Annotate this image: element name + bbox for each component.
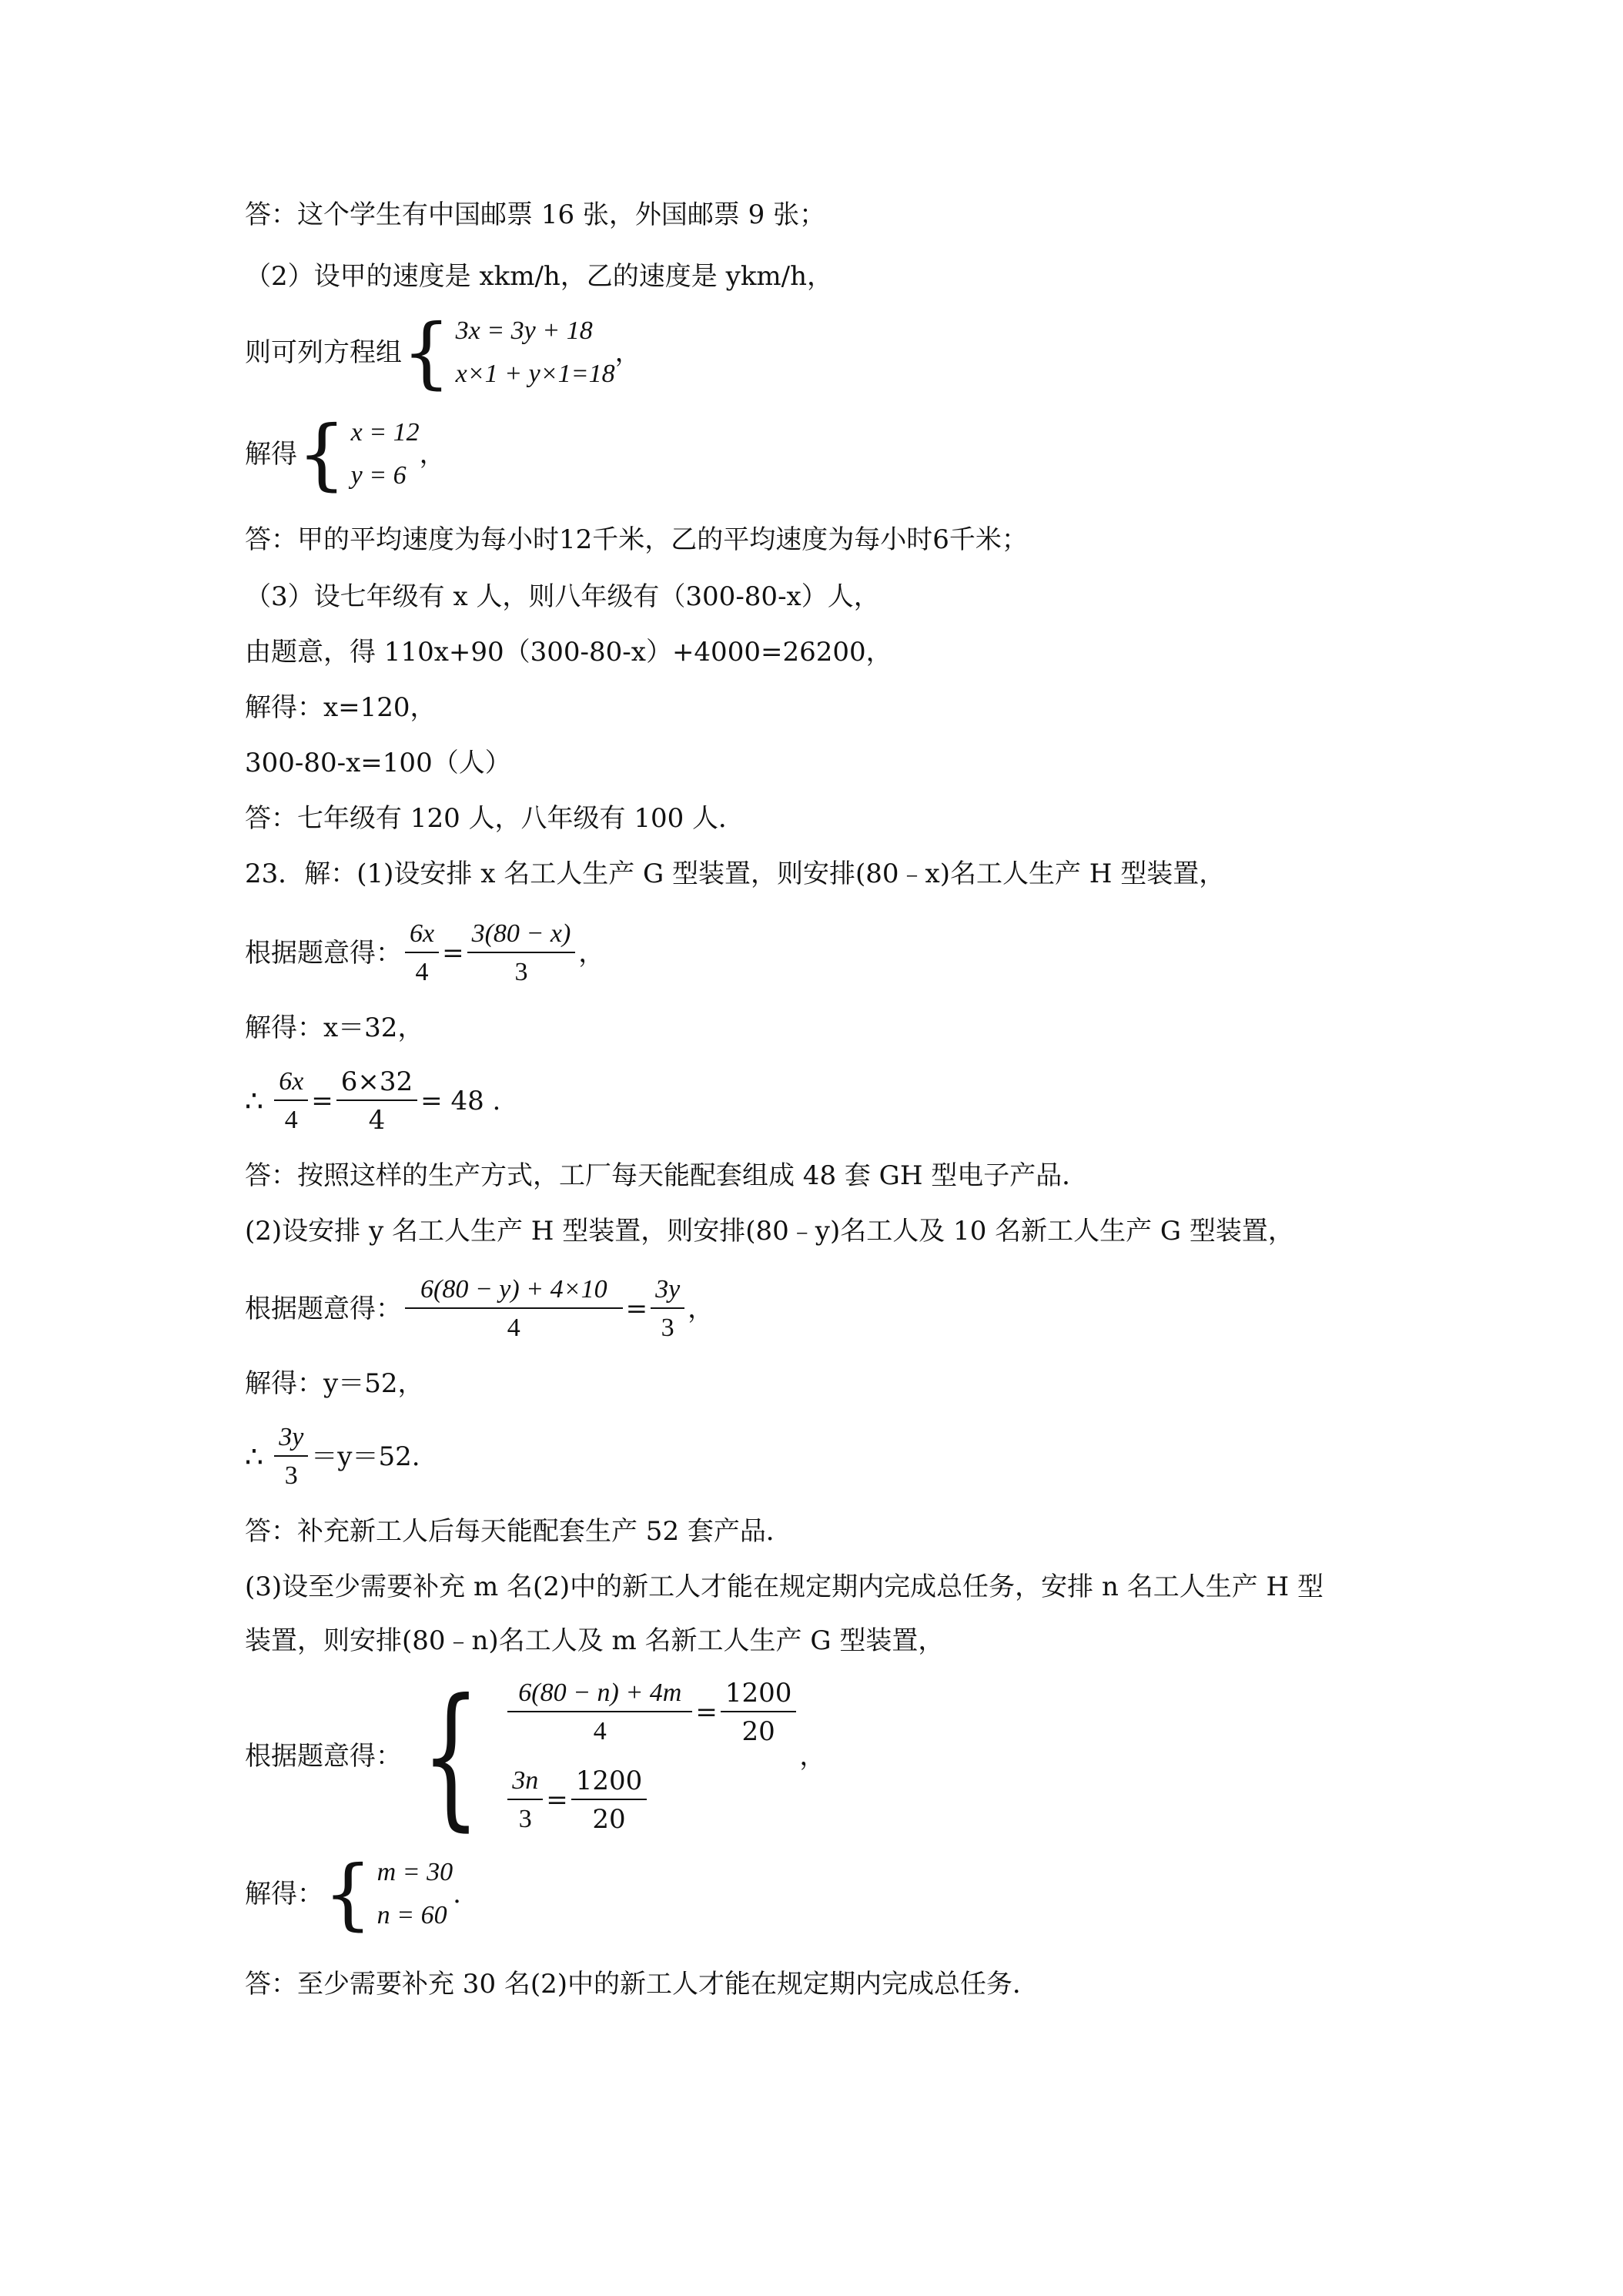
equation-system <box>323 1849 453 1939</box>
text-line: （2）设甲的速度是 xkm/h，乙的速度是 ykm/h， <box>245 261 834 292</box>
text-line: 解得：x=120， <box>245 692 437 723</box>
label: 解得： <box>245 1879 323 1909</box>
equation: 3x = 3y + 18 <box>455 316 593 345</box>
text-line: 答：补充新工人后每天能配套生产 52 套产品． <box>245 1516 792 1547</box>
equation: $\frac{6(80 - n) + 4m}{4}$ = $\frac{1200}{20}$ <box>504 1680 799 1745</box>
text-line: (3)设至少需要补充 m 名(2)中的新工人才能在规定期内完成总任务，安排 n 名工人生产 H 型 <box>245 1571 1323 1602</box>
equation-system <box>297 409 420 499</box>
equation-system <box>402 1666 799 1846</box>
fraction: $\frac{3y}{3}$ <box>651 1277 684 1341</box>
equation: $\frac{3n}{3}$ = $\frac{1200}{20}$ <box>504 1768 799 1832</box>
left-brace: { <box>323 1849 373 1939</box>
fraction: $\frac{1200}{20}$ <box>571 1768 648 1832</box>
equation: x = 12 <box>350 418 420 447</box>
therefore-symbol: ∴ <box>245 1440 264 1474</box>
solution-system-line: 解得 { x = 12 y = 6 ， <box>245 409 446 499</box>
text-line: 答：这个学生有中国邮票 16 张，外国邮票 9 张； <box>245 199 826 230</box>
text-line: （3）设七年级有 x 人，则八年级有（300-80-x）人， <box>245 581 880 612</box>
label: 根据题意得： <box>245 1741 402 1772</box>
equation: y = 6 <box>350 461 407 490</box>
left-brace: { <box>297 409 346 499</box>
label: 解得 <box>245 439 297 470</box>
equation-system-line: 则可列方程组 { 3x = 3y + 18 x×1 + y×1=18 ， <box>245 307 641 397</box>
label: 根据题意得： <box>245 938 402 969</box>
fraction-equation-line: ∴ $\frac{6x}{4}$ = $\frac{6\times 32}{4}$ = 48 . <box>245 1066 501 1136</box>
text-line: 答：七年级有 120 人，八年级有 100 人． <box>245 803 745 834</box>
text-line: 解得：y＝52， <box>245 1368 424 1399</box>
label: 则可列方程组 <box>245 337 402 368</box>
fraction: $\frac{6(80 - n) + 4m}{4}$ <box>507 1680 692 1745</box>
equation: n = 60 <box>376 1901 447 1930</box>
equation: m = 30 <box>376 1858 453 1886</box>
fraction: $\frac{3(80 - x)}{3}$ <box>467 921 576 986</box>
text-line: 装置，则安排(80﹣n)名工人及 m 名新工人生产 G 型装置， <box>245 1625 945 1656</box>
fraction: $\frac{6x}{4}$ <box>405 921 439 986</box>
therefore-symbol: ∴ <box>245 1084 264 1118</box>
fraction: $\frac{6(80 - y) + 4\times 10}{4}$ <box>405 1277 623 1341</box>
text-line: 由题意，得 110x+90（300-80-x）+4000=26200， <box>245 637 892 668</box>
fraction: $\frac{6x}{4}$ <box>274 1069 308 1133</box>
fraction-equation-line: 根据题意得： $\frac{6(80 - y) + 4\times 10}{4}$ = $\frac{3y}{3}$ ， <box>245 1275 714 1342</box>
equation-system-line: 根据题意得： { $\frac{6(80 - n) + 4m}{4}$ = $\frac{1200}{20}$ $\frac{3n}{3}$ = $\frac{1200}{20}$ ， <box>245 1666 826 1846</box>
text-line: 答：甲的平均速度为每小时12千米，乙的平均速度为每小时6千米； <box>245 524 1028 555</box>
text-line: 解得：x＝32， <box>245 1012 424 1043</box>
text-line: (2)设安排 y 名工人生产 H 型装置，则安排(80﹣y)名工人及 10 名新工人生产 G 型装置， <box>245 1216 1294 1247</box>
text-line: 答：按照这样的生产方式，工厂每天能配套组成 48 套 GH 型电子产品． <box>245 1160 1089 1191</box>
question-heading: 23．解：(1)设安排 x 名工人生产 G 型装置，则安排(80﹣x)名工人生产 H 型装置， <box>245 858 1226 889</box>
fraction: $\frac{3y}{3}$ <box>274 1424 308 1489</box>
left-brace: { <box>421 1666 480 1846</box>
equation: x×1 + y×1=18 <box>455 360 615 388</box>
solution-system-line: 解得： { m = 30 n = 60 . <box>245 1849 461 1939</box>
fraction: $\frac{3n}{3}$ <box>507 1768 543 1832</box>
text-line: 300-80-x=100（人） <box>245 748 511 778</box>
fraction: $\frac{1200}{20}$ <box>721 1680 797 1745</box>
fraction-equation-line: 根据题意得： $\frac{6x}{4}$ = $\frac{3(80 - x)}{3}$ ， <box>245 919 605 986</box>
fraction-equation-line: ∴ $\frac{3y}{3}$ ＝y＝52. <box>245 1423 420 1490</box>
fraction: $\frac{6\times 32}{4}$ <box>336 1069 417 1133</box>
left-brace: { <box>402 307 451 397</box>
text-line: 答：至少需要补充 30 名(2)中的新工人才能在规定期内完成总任务． <box>245 1969 1039 2000</box>
label: 根据题意得： <box>245 1294 402 1324</box>
